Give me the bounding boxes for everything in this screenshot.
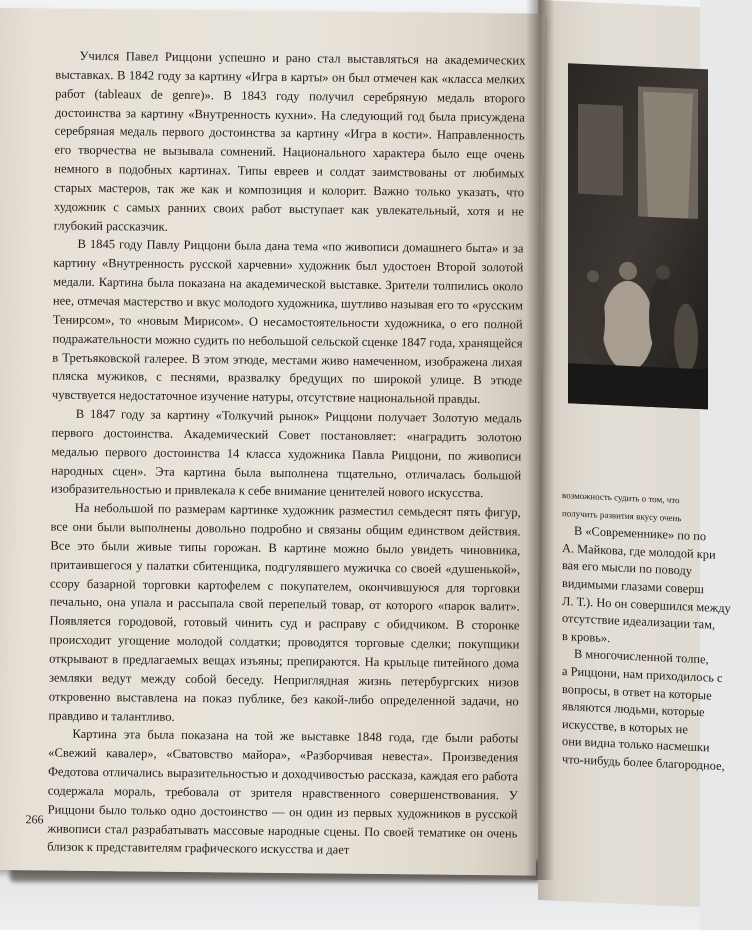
right-text-line: видимыми глазами соверш <box>562 576 704 597</box>
left-page-text <box>47 47 525 862</box>
book-gutter <box>526 0 554 880</box>
right-text-line: получить развития вкусу очень <box>562 507 682 523</box>
right-text-line: что-нибудь более благородное, <box>562 751 725 774</box>
right-text-line: в кровь». <box>562 628 611 645</box>
right-page-text <box>562 487 752 777</box>
right-text-line: А. Майкова, где молодой кри <box>562 540 716 562</box>
right-text-line: возможность судить о том, что <box>562 490 680 506</box>
paragraph: Учился Павел Риццони успешно и рано стал выставляться на академических выставках. В 1842 году за картину «Игра в карты» он был отмечен как «класса мелких работ (tableaux de genre)». В 1843 году получил серебряную медаль второго достоинства за картину «Внутренность кухни». На следующий год была присуждена серебряная медаль первого достоинства за картину «Игра в кости». Направленность его творчества не вызывала сомнений. Национального характера было еще очень немного в подобных картинах. Типы евреев и солдат заимствованы от любимых старых мастеров, так же как и композиция и колорит. Важно только указать, что художник с самых ранних своих работ выступает как увлекательный, хотя и не глубокий рассказчик. <box>53 48 526 234</box>
paragraph: В 1847 году за картину «Толкучий рынок» Риццони получает Золотую медаль первого достоинства. Академический Совет постановляет: «наградить золотою медалью первого достоинства 14 класса художника Павла Риццони, по живописи народных сцен». Эта картина была выполнена тщательно, отличалась большой изобразительностью и привлекала к себе внимание ценителей нового искусства. <box>50 406 522 501</box>
page-number: 266 <box>25 812 44 827</box>
right-text-line: являются людьми, которые <box>562 699 705 720</box>
paragraph: На небольшой по размерам картинке художник разместил семьдесят пять фигур, все они были выполнены довольно подробно и связаны общим единством действия. Все это были живые типы горожан. В картине можно было увидеть чиновника, притаившегося у палатки сбитенщика, подгулявшего мужичка со своей «душенькой», ссору базарной торговки картофелем с покупателем, окончившуюся для торговки печально, она упала и рассыпала свой перепелый товар, от которого «парок валит». Появляется городовой, готовый чинить суд и расправу с обидчиком. В сторонке происходит угощение молодой солдатки; проводятся торговые сделки; покупщики открывают в предлагаемых вещах изъяны; препираются. На крыльце питейного дома земляки ведут между собой беседу. Неприглядная жизнь петербургских низов откровенно выставлена на показ публике, без какой-либо определенной задачи, но правдиво и талантливо. <box>48 501 521 724</box>
left-page <box>0 8 545 876</box>
paragraph: Картина эта была показана на той же выставке 1848 года, где были работы «Свежий кавалер», «Сватовство майора», «Разборчивая невеста». Произведения Федотова отличались выразительностью и доходчивостью рассказа, каждая его работа содержала мораль, требовала от зрителя нравственного совершенствования. У Риццони было только одно достоинство — он один из первых художников в русской живописи стал разрабатывать массовые народные сцены. По своей тематике он очень близок к представителям графического искусства и дает <box>47 727 519 858</box>
right-text-line: искусстве, в которых не <box>562 716 688 737</box>
right-text-line: В многочисленной толпе, <box>574 646 709 667</box>
right-page <box>538 0 731 907</box>
right-text-line: отсутствие идеализации там, <box>562 611 716 632</box>
right-text-line: а Риццони, нам приходилось с <box>562 663 723 685</box>
right-text-line: вопросы, в ответ на которые <box>562 681 712 703</box>
paragraph: В 1845 году Павлу Риццони была дана тема «по живописи домашнего быта» и за картину «Внутренность русской харчевни» художник был удостоен Второй золотой медали. Картина была показана на академической выставке. Зрители толпились около нее, отмечая мастерство и вкус молодого художника, шутливо называя его то «русским Тенирсом», то «новым Мирисом». О несамостоятельности художника, о его полной подражательности можно судить по небольшой сельской сценке 1847 года, хранящейся в Третьяковской галерее. В этом этюде, местами живо намеченном, изображена лихая пляска мужиков, с песнями, вразвалку бредущих по широкой улице. В этюде чувствуется недостаточное изучение натуры, отсутствие национальной правды. <box>51 237 524 407</box>
painting-illustration <box>568 63 708 409</box>
right-text-line: они видна только насмешки <box>562 734 710 755</box>
right-text-line: Л. Т.). Но он совершился между <box>562 593 731 615</box>
right-text-line: вая его мысли по поводу <box>562 558 692 579</box>
right-text-line: В «Современнике» по по <box>574 523 707 544</box>
